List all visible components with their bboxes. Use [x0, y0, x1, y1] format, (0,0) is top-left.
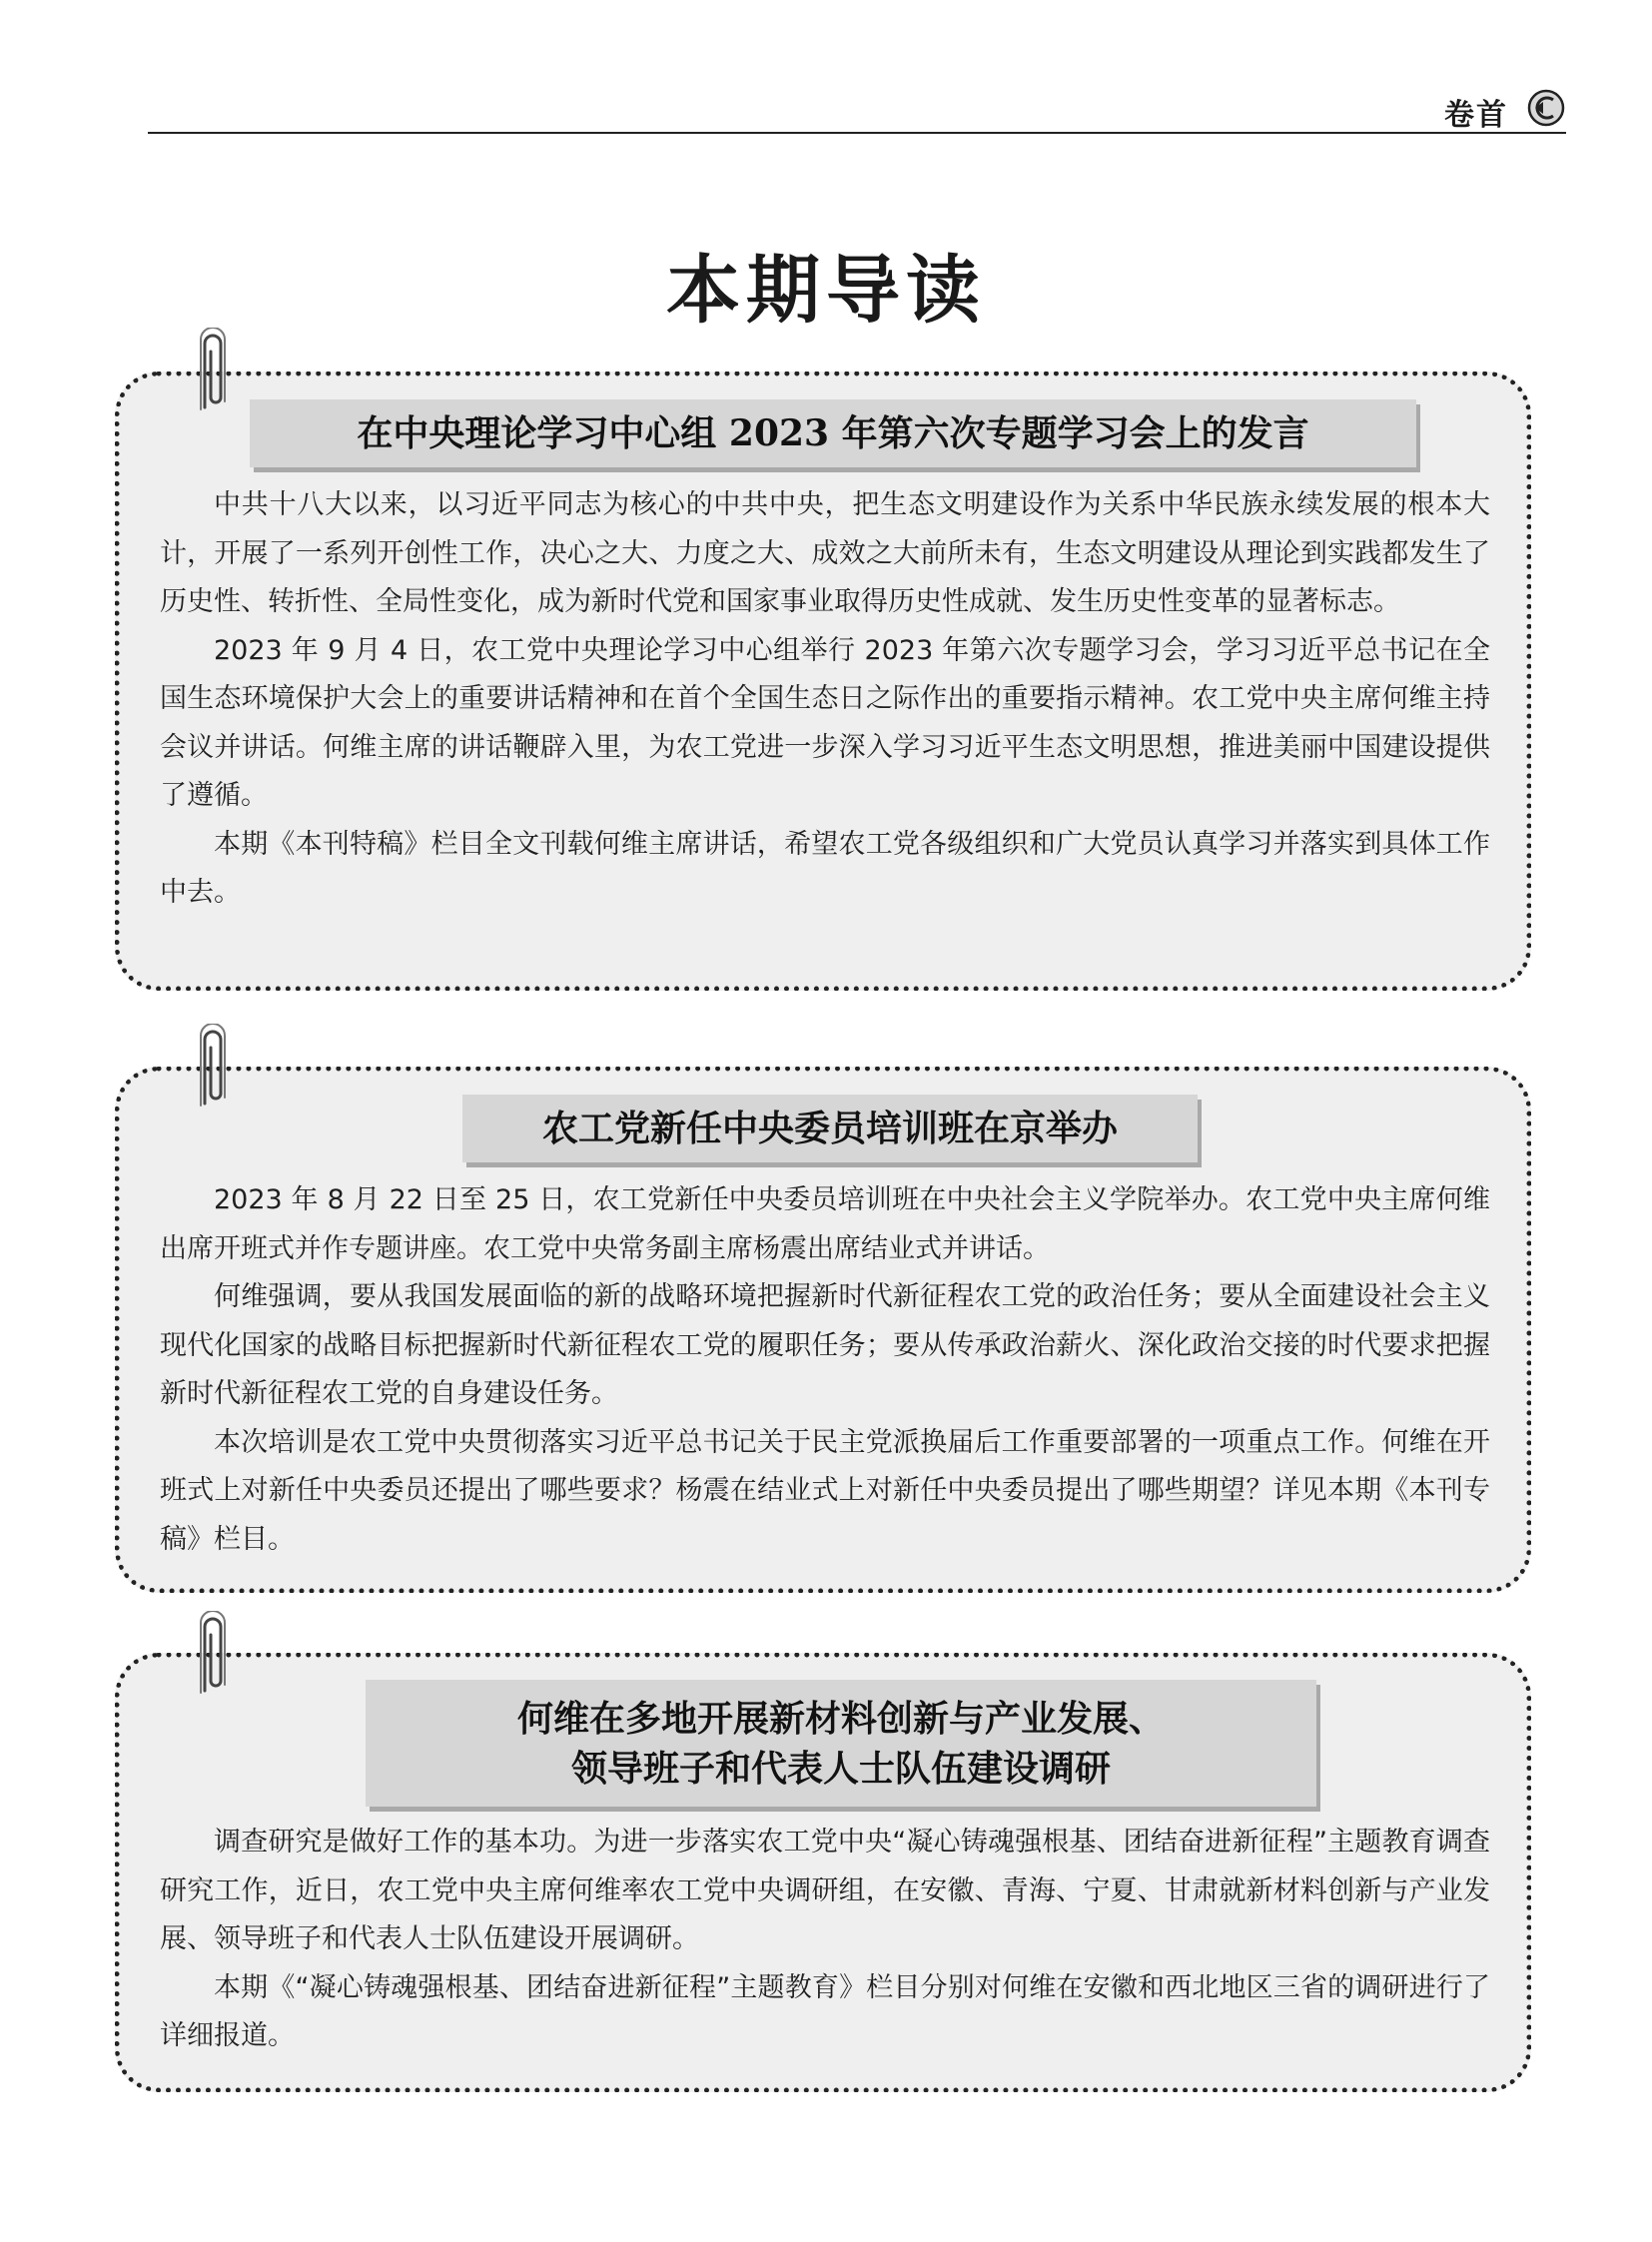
article-paragraph: 本次培训是农工党中央贯彻落实习近平总书记关于民主党派换届后工作重要部署的一项重点工作。何维在开班式上对新任中央委员还提出了哪些要求？杨震在结业式上对新任中央委员提出了哪些期望？详见本期《本刊专稿》栏目。 — [160, 1426, 1490, 1555]
paperclip-icon — [193, 1024, 229, 1110]
article-body — [160, 1819, 1490, 2061]
article-card — [115, 1067, 1531, 1593]
article-title-line: 何维在多地开展新材料创新与产业发展、 — [516, 1697, 1165, 1740]
circle-arrow-left-icon[interactable] — [1526, 88, 1566, 128]
article-title-line: 领导班子和代表人士队伍建设调研 — [570, 1747, 1111, 1790]
page-title: 本期导读 — [666, 248, 986, 334]
article-body — [160, 1176, 1490, 1564]
article-paragraph: 何维强调，要从我国发展面临的新的战略环境把握新时代新征程农工党的政治任务；要从全面建设社会主义现代化国家的战略目标把握新时代新征程农工党的履职任务；要从传承政治薪火、深化政治交接的时代要求把握新时代新征程农工党的自身建设任务。 — [160, 1281, 1490, 1409]
article-title: 在中央理论学习中心组 2023 年第六次专题学习会上的发言 — [250, 399, 1416, 467]
page-header — [148, 80, 1566, 134]
article-paragraph: 中共十八大以来，以习近平同志为核心的中共中央，把生态文明建设作为关系中华民族永续发展的根本大计，开展了一系列开创性工作，决心之大、力度之大、成效之大前所未有，生态文明建设从理论到实践都发生了历史性、转折性、全局性变化，成为新时代党和国家事业取得历史性成就、发生历史性变革的显著标志。 — [160, 489, 1490, 617]
paperclip-icon — [193, 1611, 229, 1697]
article-card — [115, 372, 1531, 991]
article-paragraph: 2023 年 9 月 4 日，农工党中央理论学习中心组举行 2023 年第六次专题学习会，学习习近平总书记在全国生态环境保护大会上的重要讲话精神和在首个全国生态日之际作出的重要指示精神。农工党中央主席何维主持会议并讲话。何维主席的讲话鞭辟入里，为农工党进一步深入学习习近平生态文明思想，推进美丽中国建设提供了遵循。 — [160, 634, 1490, 811]
article-body — [160, 481, 1490, 918]
article-title: 农工党新任中央委员培训班在京举办 — [462, 1095, 1198, 1162]
paperclip-icon — [193, 328, 229, 413]
article-title — [366, 1680, 1316, 1807]
article-paragraph: 本期《本刊特稿》栏目全文刊载何维主席讲话，希望农工党各级组织和广大党员认真学习并落实到具体工作中去。 — [160, 828, 1490, 908]
article-paragraph: 本期《“凝心铸魂强根基、团结奋进新征程”主题教育》栏目分别对何维在安徽和西北地区三省的调研进行了详细报道。 — [160, 1971, 1490, 2051]
section-label: 卷首 — [1444, 98, 1508, 133]
article-card — [115, 1653, 1531, 2092]
article-paragraph: 2023 年 8 月 22 日至 25 日，农工党新任中央委员培训班在中央社会主义学院举办。农工党中央主席何维出席开班式并作专题讲座。农工党中央常务副主席杨震出席结业式并讲话。 — [160, 1184, 1490, 1264]
article-paragraph: 调查研究是做好工作的基本功。为进一步落实农工党中央“凝心铸魂强根基、团结奋进新征程”主题教育调查研究工作，近日，农工党中央主席何维率农工党中央调研组，在安徽、青海、宁夏、甘肃就新材料创新与产业发展、领导班子和代表人士队伍建设开展调研。 — [160, 1827, 1490, 1954]
